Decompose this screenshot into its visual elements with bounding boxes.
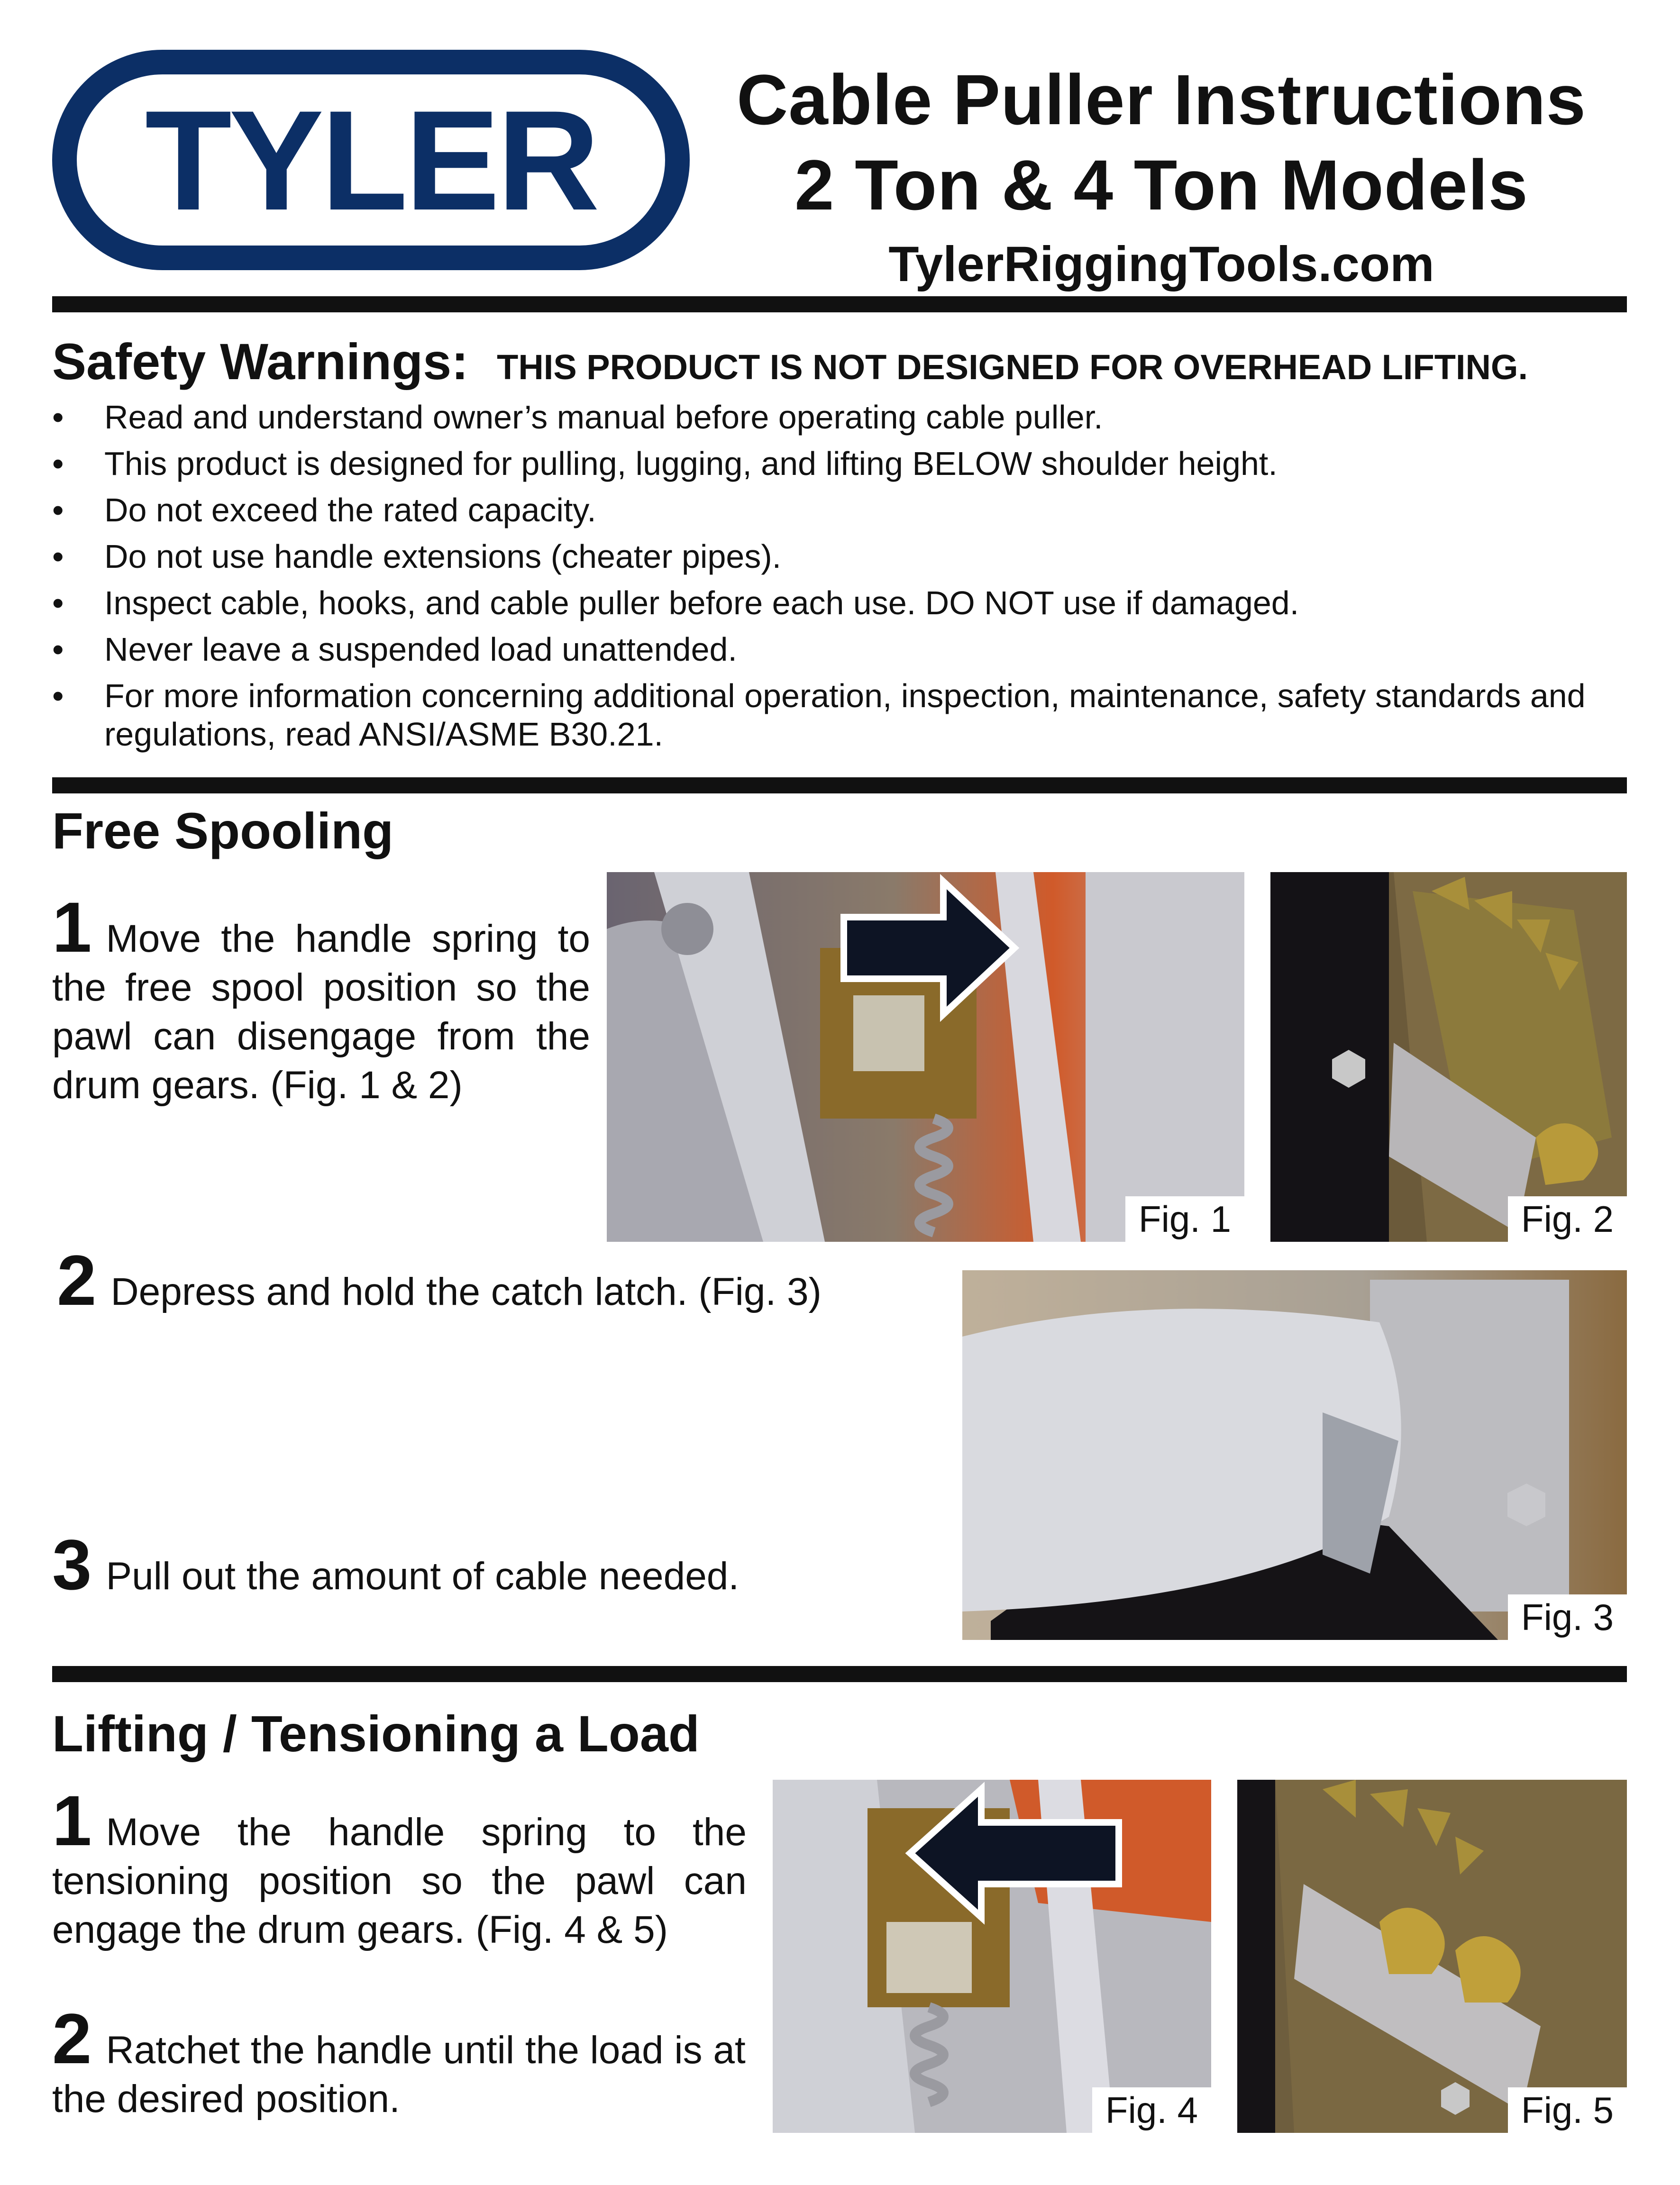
step-text: Move the handle spring to the free spool position so the pawl can disengage from the drum gears. (Fig. 1 & 2) bbox=[52, 917, 590, 1107]
free-spool-step-1 bbox=[52, 887, 590, 1110]
safety-bullet-list bbox=[52, 398, 1616, 762]
figure-1-label: Fig. 1 bbox=[1125, 1196, 1244, 1242]
safety-bullet: • Do not use handle extensions (cheater pipes). bbox=[52, 537, 1616, 576]
figure-3-photo bbox=[962, 1270, 1627, 1640]
figure-2-image bbox=[1270, 872, 1627, 1242]
title-line-1: Cable Puller Instructions bbox=[736, 60, 1587, 139]
step-text: Depress and hold the catch latch. (Fig. 3) bbox=[110, 1270, 822, 1313]
safety-bullet: • This product is designed for pulling, lugging, and lifting BELOW shoulder height. bbox=[52, 445, 1616, 483]
arrow-right-icon bbox=[607, 872, 1244, 1242]
figure-5-label: Fig. 5 bbox=[1508, 2087, 1627, 2133]
step-number: 3 bbox=[52, 1525, 92, 1604]
step-text: Move the handle spring to the tensioning position so the pawl can engage the drum gears. (Fig. 4 & 5) bbox=[52, 1811, 747, 1951]
arrow-left-icon bbox=[773, 1780, 1211, 2133]
figure-3-label: Fig. 3 bbox=[1508, 1594, 1627, 1640]
safety-bullet: • For more information concerning additional operation, inspection, maintenance, safety standards and regulations, read ANSI/ASME B30.21. bbox=[52, 677, 1616, 754]
safety-heading: Safety Warnings: bbox=[52, 333, 469, 390]
free-spooling-heading: Free Spooling bbox=[52, 802, 394, 859]
safety-heading-row bbox=[52, 332, 1528, 391]
step-number: 2 bbox=[52, 1999, 92, 2078]
safety-bullet: • Do not exceed the rated capacity. bbox=[52, 491, 1616, 529]
title-block bbox=[687, 57, 1635, 296]
website-text: TylerRiggingTools.com bbox=[888, 237, 1434, 292]
title-line-2: 2 Ton & 4 Ton Models bbox=[794, 145, 1528, 225]
step-number: 1 bbox=[52, 887, 92, 967]
tyler-logo bbox=[52, 50, 690, 270]
step-text: Ratchet the handle until the load is at the desired position. bbox=[52, 2029, 746, 2121]
figure-4-label: Fig. 4 bbox=[1092, 2087, 1211, 2133]
step-number: 2 bbox=[57, 1240, 97, 1320]
safety-bullet: • Inspect cable, hooks, and cable puller before each use. DO NOT use if damaged. bbox=[52, 584, 1616, 622]
figure-5-photo bbox=[1237, 1780, 1627, 2133]
step-text: Pull out the amount of cable needed. bbox=[106, 1555, 740, 1598]
lifting-step-2 bbox=[52, 1999, 747, 2123]
safety-bullet: • Never leave a suspended load unattended. bbox=[52, 630, 1616, 669]
figure-5-image bbox=[1237, 1780, 1627, 2133]
figure-2-label: Fig. 2 bbox=[1508, 1196, 1627, 1242]
divider-1 bbox=[52, 296, 1627, 312]
figure-1-photo bbox=[607, 872, 1244, 1242]
safety-subheading: THIS PRODUCT IS NOT DESIGNED FOR OVERHEAD LIFTING. bbox=[497, 347, 1528, 387]
step-number: 1 bbox=[52, 1781, 92, 1860]
figure-4-photo bbox=[773, 1780, 1211, 2133]
divider-3 bbox=[52, 1666, 1627, 1682]
logo-text: TYLER bbox=[145, 80, 597, 240]
figure-3-image bbox=[962, 1270, 1627, 1640]
lifting-heading: Lifting / Tensioning a Load bbox=[52, 1705, 700, 1762]
free-spool-step-2 bbox=[57, 1240, 958, 1320]
lifting-step-1 bbox=[52, 1781, 747, 1954]
safety-bullet: • Read and understand owner’s manual before operating cable puller. bbox=[52, 398, 1616, 437]
free-spool-step-3 bbox=[52, 1525, 953, 1604]
figure-2-photo bbox=[1270, 872, 1627, 1242]
divider-2 bbox=[52, 777, 1627, 793]
